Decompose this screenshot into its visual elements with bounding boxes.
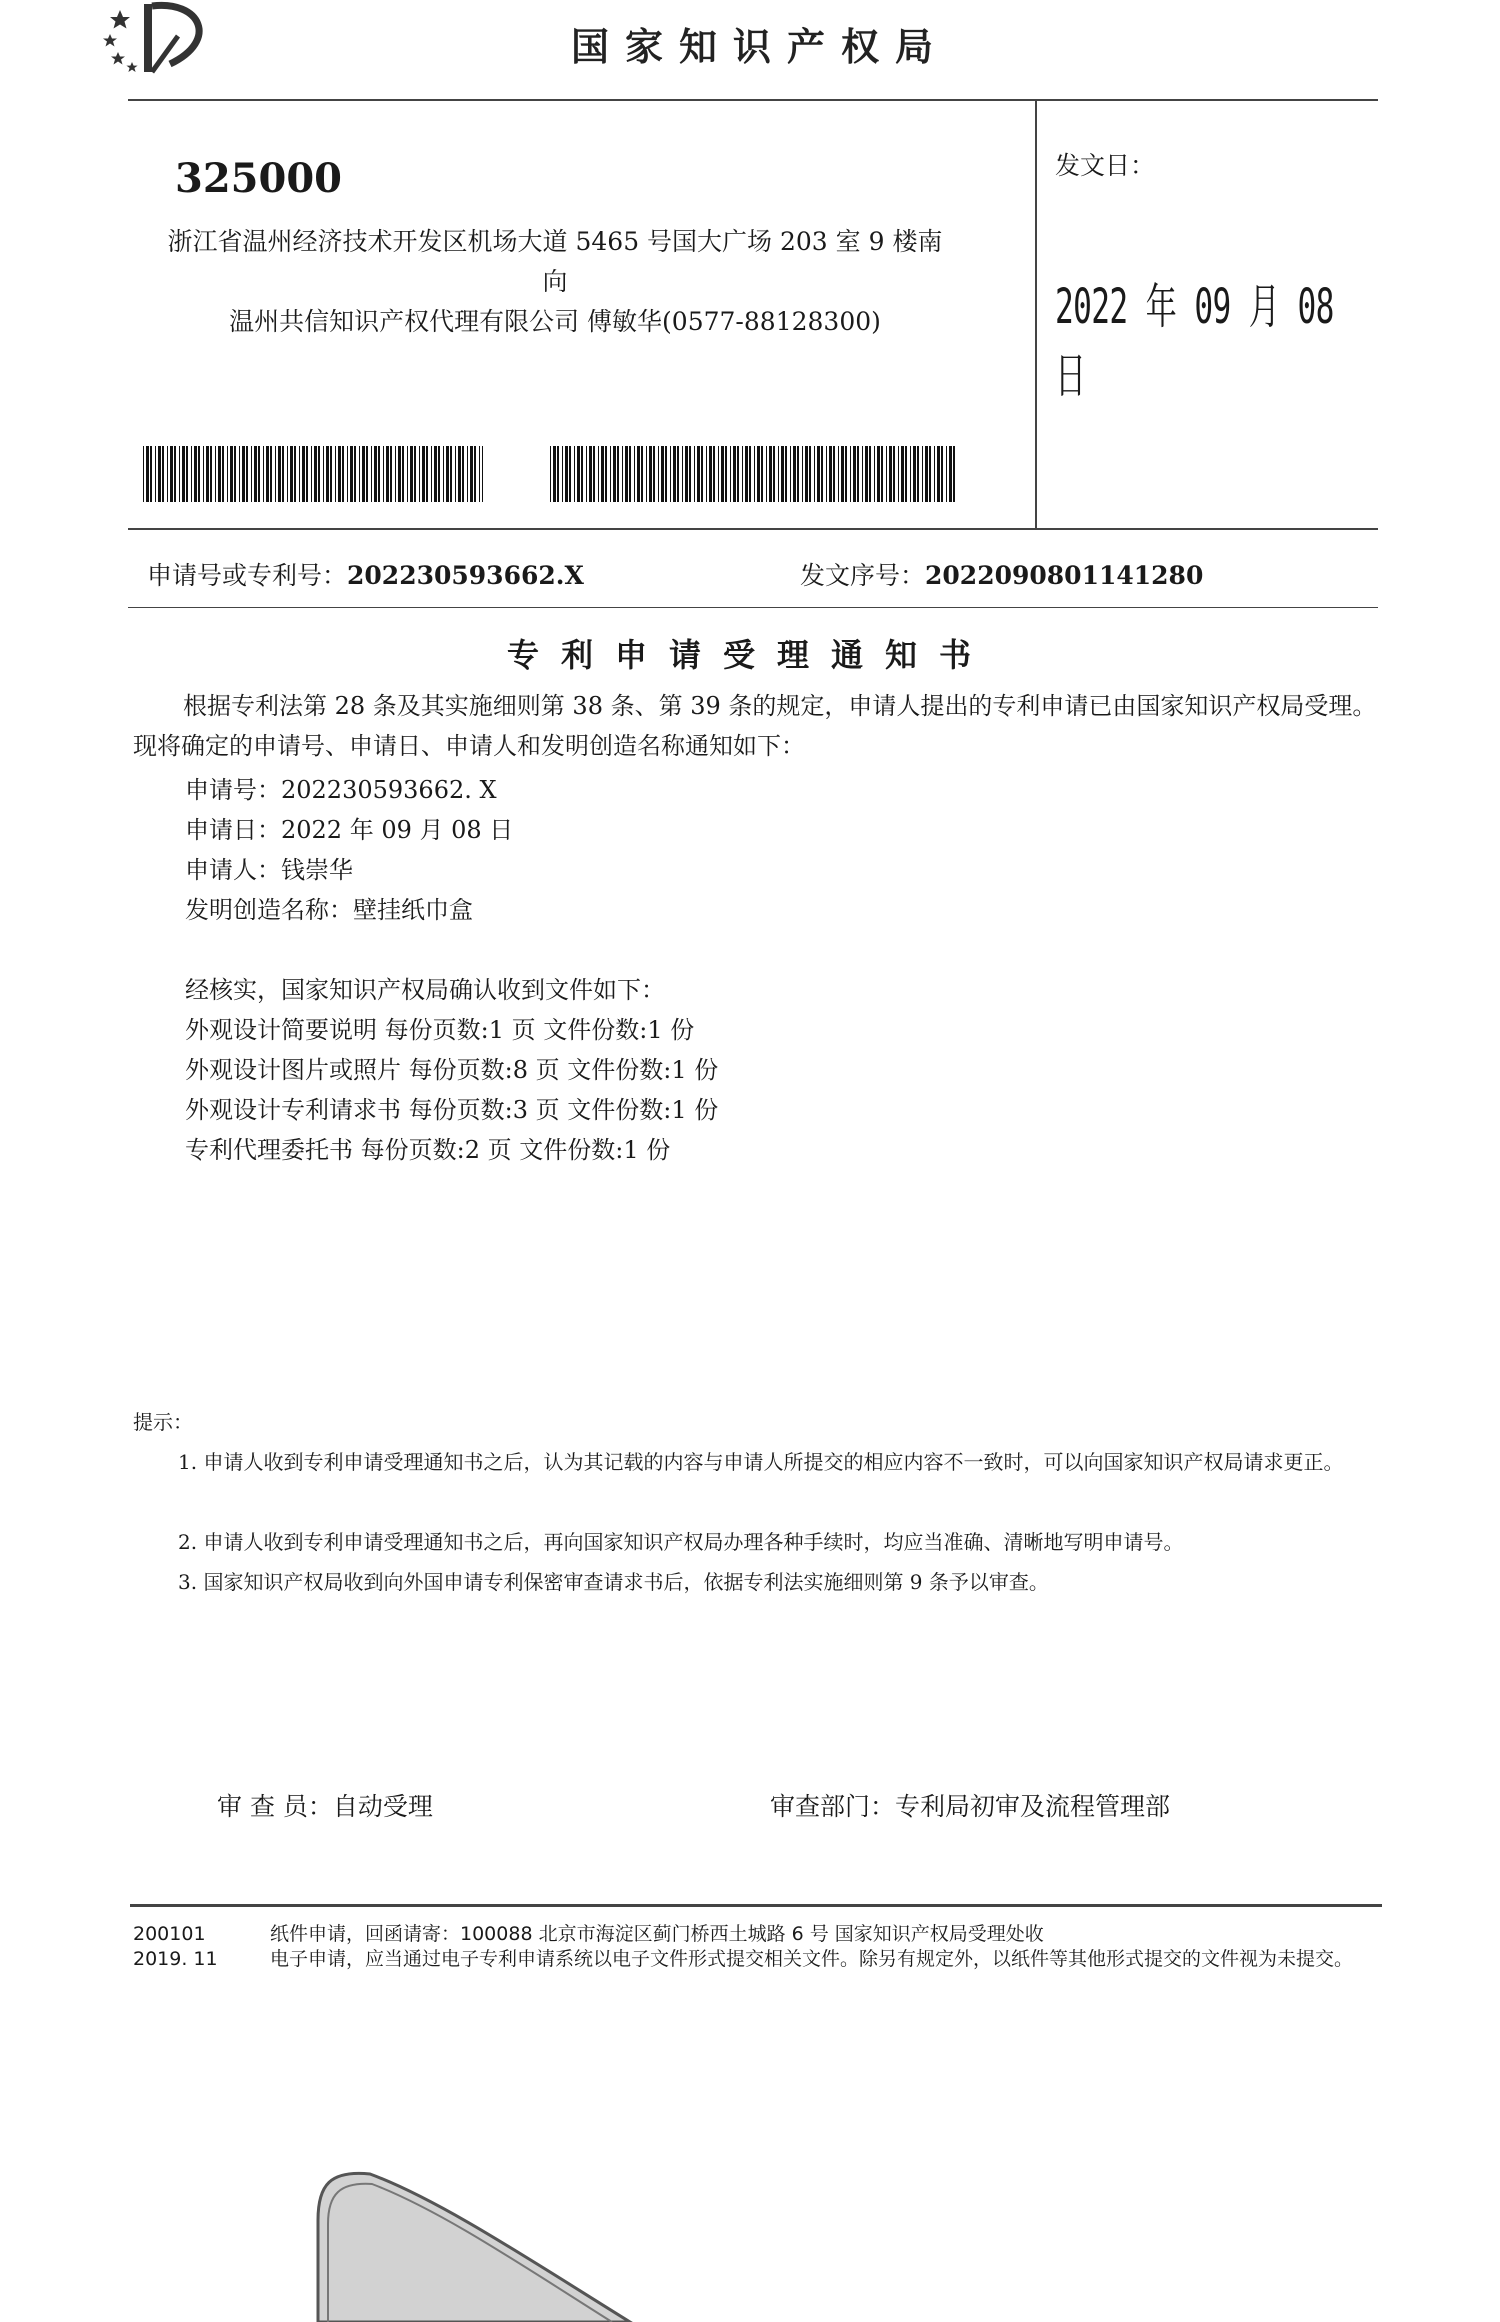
design-drawing-fragment [300,2160,750,2322]
serial-number: 2022090801141280 [925,561,1204,590]
tip-item-2: 2. 申请人收到专利申请受理通知书之后，再向国家知识产权局办理各种手续时，均应当准确、清晰地写明申请号。 [178,1530,1184,1554]
barcode-right [550,446,955,502]
send-date-label: 发文日： [1055,151,1156,180]
ids-rule [128,607,1378,608]
barcode-left [143,446,483,502]
recipient-address [155,222,955,302]
cnipa-emblem-icon [100,0,220,80]
footer-rule [130,1904,1382,1907]
electronic-submission-note: 电子申请，应当通过电子专利申请系统以电子文件形式提交相关文件。除另有规定外，以纸件等其他形式提交的文件视为未提交。 [270,1948,1354,1970]
application-number-label: 申请号或专利号： [147,561,348,590]
serial-number-label: 发文序号： [800,561,926,590]
tip-item-1: 1. 申请人收到专利申请受理通知书之后，认为其记载的内容与申请人所提交的相应内容不一致时，可以向国家知识产权局请求更正。 [178,1450,1344,1474]
address-rule [128,528,1378,530]
examiner: 审 查 员：自动受理 [217,1792,433,1821]
date-column-divider [1035,99,1037,529]
serial-number-row [800,556,1203,592]
field-application-number: 申请号：202230593662. X [185,776,497,804]
form-code: 200101 [133,1923,206,1945]
field-application-date: 申请日：2022 年 09 月 08 日 [185,816,514,844]
field-design-title: 发明创造名称：壁挂纸巾盒 [185,896,473,924]
address-line-2: 向 [542,267,568,296]
tips-label: 提示： [133,1410,193,1434]
paper-submission-note: 纸件申请，回函请寄：100088 北京市海淀区蓟门桥西土城路 6 号 国家知识产权局受理处收 [270,1923,1044,1945]
office-name: 国家知识产权局 [570,25,949,69]
address-line-1: 浙江省温州经济技术开发区机场大道 5465 号国大广场 203 室 9 楼南 [167,227,943,256]
document-item: 专利代理委托书 每份页数:2 页 文件份数:1 份 [185,1136,671,1164]
document-item: 外观设计图片或照片 每份页数:8 页 文件份数:1 份 [185,1056,719,1084]
examining-department: 审查部门：专利局初审及流程管理部 [770,1792,1171,1821]
application-number-row [147,556,584,592]
notice-intro: 根据专利法第 28 条及其实施细则第 38 条、第 39 条的规定，申请人提出的专利申请已由国家知识产权局受理。现将确定的申请号、申请日、申请人和发明创造名称通知如下： [133,692,1377,760]
tip-item-3: 3. 国家知识产权局收到向外国申请专利保密审查请求书后，依据专利法实施细则第 9 条予以审查。 [178,1570,1049,1594]
field-applicant: 申请人：钱崇华 [185,856,353,884]
postcode: 325000 [175,155,342,202]
application-number: 202230593662.X [347,561,584,590]
document-item: 外观设计简要说明 每份页数:1 页 文件份数:1 份 [185,1016,695,1044]
document-item: 外观设计专利请求书 每份页数:3 页 文件份数:1 份 [185,1096,719,1124]
notice-title: 专利申请受理通知书 [506,636,993,674]
agent-line: 温州共信知识产权代理有限公司 傅敏华(0577-88128300) [229,307,881,336]
send-date-value: 2022 年 09 月 08 日 [1055,279,1334,404]
received-intro: 经核实，国家知识产权局确认收到文件如下： [185,976,665,1004]
header-rule [128,99,1378,101]
form-date: 2019. 11 [133,1948,218,1970]
